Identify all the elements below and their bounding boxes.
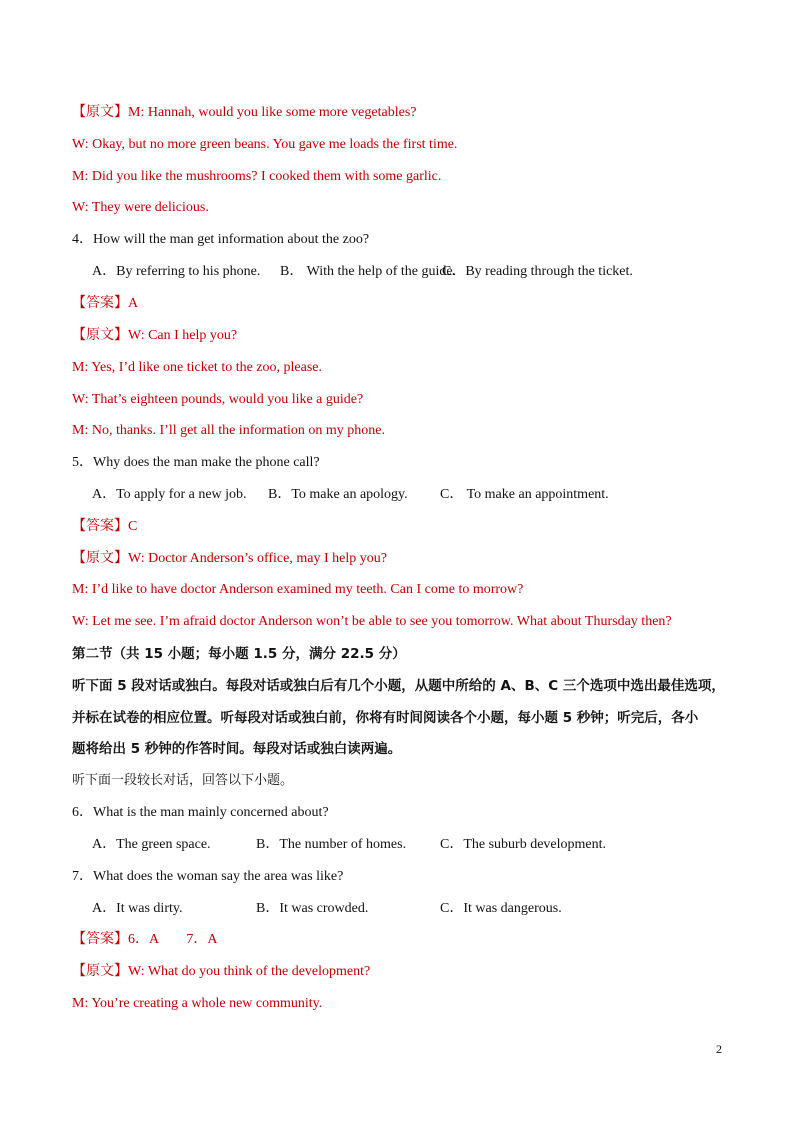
question-7-options [92, 900, 562, 918]
option-a: A．To apply for a new job. [92, 487, 247, 502]
transcript-line: 【原文】W: Can I help you? [72, 328, 238, 343]
question-4: 4．How will the man get information about the zoo? [72, 232, 370, 247]
option-b: B．It was crowded. [256, 901, 369, 916]
option-c: C．It was dangerous. [440, 901, 562, 916]
answer-4: 【答案】A [72, 296, 139, 311]
question-5-options [92, 486, 609, 504]
question-6-options [92, 836, 606, 854]
transcript-line: M: You’re creating a whole new community. [72, 996, 323, 1011]
option-b: B．To make an apology. [268, 487, 408, 502]
question-6: 6．What is the man mainly concerned about? [72, 805, 329, 820]
answer-5: 【答案】C [72, 519, 138, 534]
option-b: B．The number of homes. [256, 837, 407, 852]
transcript-line: 【原文】W: What do you think of the development? [72, 964, 371, 979]
question-4-options [92, 263, 633, 281]
question-7: 7．What does the woman say the area was like? [72, 869, 344, 884]
option-b: B． With the help of the guide. [280, 264, 457, 279]
option-c: C． To make an appointment. [440, 487, 609, 502]
instruction-line: 题将给出 5 秒钟的作答时间。每段对话或独白读两遍。 [72, 741, 402, 757]
transcript-line: M: Did you like the mushrooms? I cooked them with some garlic. [72, 169, 442, 184]
transcript-line: M: Yes, I’d like one ticket to the zoo, please. [72, 360, 323, 375]
instruction-line: 并标在试卷的相应位置。听每段对话或独白前，你将有时间阅读各个小题，每小题 5 秒钟；听完后，各小 [72, 710, 699, 726]
option-c: C．The suburb development. [440, 837, 607, 852]
instruction-line: 听下面 5 段对话或独白。每段对话或独白后有几个小题，从题中所给的 A、B、C 三个选项中选出最佳选项， [72, 678, 725, 694]
transcript-line: M: No, thanks. I’ll get all the information on my phone. [72, 423, 386, 438]
transcript-line: M: I’d like to have doctor Anderson examined my teeth. Can I come to morrow? [72, 582, 524, 597]
instruction-line: 听下面一段较长对话，回答以下小题。 [72, 773, 294, 788]
transcript-line: 【原文】W: Doctor Anderson’s office, may I help you? [72, 551, 387, 566]
transcript-line: W: Let me see. I’m afraid doctor Anderson won’t be able to see you tomorrow. What about Thursday then? [72, 614, 672, 629]
transcript-line: 【原文】M: Hannah, would you like some more vegetables? [72, 105, 417, 120]
option-a: A．By referring to his phone. [92, 264, 261, 279]
option-a: A．The green space. [92, 837, 211, 852]
transcript-line: W: That’s eighteen pounds, would you like a guide? [72, 392, 364, 407]
transcript-line: W: They were delicious. [72, 200, 209, 215]
question-5: 5．Why does the man make the phone call? [72, 455, 320, 470]
section-2-heading: 第二节（共 15 小题；每小题 1.5 分，满分 22.5 分） [72, 646, 406, 662]
answer-6-7: 【答案】6．A 7．A [72, 932, 218, 947]
option-c: C．By reading through the ticket. [442, 264, 633, 279]
page-number: 2 [716, 1042, 722, 1056]
transcript-line: W: Okay, but no more green beans. You gave me loads the first time. [72, 137, 458, 152]
option-a: A．It was dirty. [92, 901, 183, 916]
